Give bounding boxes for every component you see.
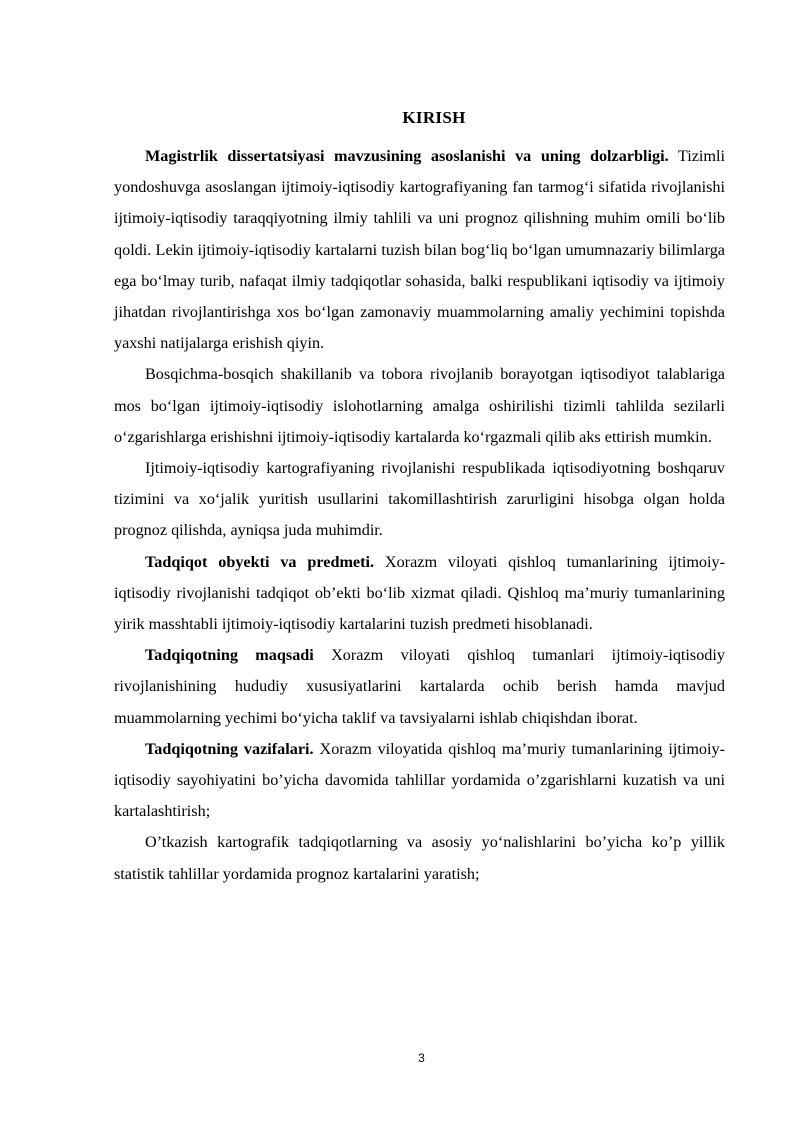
paragraph-lead: Tadqiqotning maqsadi [145, 646, 314, 665]
page-title: KIRISH [402, 108, 466, 127]
paragraph-text: Xorazm viloyati qishloq tumanlari ijtimoiy-iqtisodiy rivojlanishining hududiy xususiyatlarini kartalarda ochib berish hamda mavjud muammolarning yechimi bo‘yicha taklif va tavsiyalarni ishlab chiqishdan iborat. [114, 646, 725, 727]
paragraph-relevance [114, 141, 725, 359]
paragraph-goal [114, 640, 725, 734]
paragraph-text: O’tkazish kartografik tadqiqotlarning va asosiy yo‘nalishlarini bo’yicha ko’p yillik statistik tahlillar yordamida prognoz kartalarini yaratish; [114, 833, 725, 883]
paragraph-cartography [114, 453, 725, 547]
paragraph-text: Xorazm viloyatida qishloq ma’muriy tumanlarining ijtimoiy-iqtisodiy sayohiyatini bo’yicha davomida tahlillar yordamida o’zgarishlarni kuzatish va uni kartalashtirish; [114, 739, 725, 821]
paragraph-text: Ijtimoiy-iqtisodiy kartografiyaning rivojlanishi respublikada iqtisodiyotning boshqaruv tizimini va xo‘jalik yuritish usullarini takomillashtirish zarurligini hisobga olgan holda prognoz qilishda, ayniqsa juda muhimdir. [114, 459, 725, 540]
document-body [114, 141, 725, 890]
paragraph-text: Xorazm viloyati qishloq tumanlarining ijtimoiy-iqtisodiy rivojlanishi tadqiqot ob’ekti bo‘lib xizmat qiladi. Qishloq ma’muriy tumanlarining yirik masshtabli ijtimoiy-iqtisodiy kartalarini tuzish predmeti hisoblanadi. [114, 552, 725, 634]
paragraph-tasks [114, 734, 725, 828]
paragraph-lead: Tadqiqotning vazifalari. [145, 739, 314, 758]
paragraph-lead: Magistrlik dissertatsiyasi mavzusining asoslanishi va uning dolzarbligi. [145, 147, 669, 165]
paragraph-reforms [114, 359, 725, 453]
paragraph-lead: Tadqiqot obyekti va predmeti. [145, 552, 375, 571]
page-number: 3 [418, 1051, 425, 1065]
paragraph-text: Tizimli yondoshuvga asoslangan ijtimoiy-iqtisodiy kartografiyaning fan tarmog‘i sifatida rivojlanishi ijtimoiy-iqtisodiy taraqqiyotning ilmiy tahlili va uni prognoz qilishning muhim omili bo‘lib qoldi. Lekin ijtimoiy-iqtisodiy kartalarni tuzish bilan bog‘liq bo‘lgan umumnazariy bilimlarga ega bo‘lmay turib, nafaqat ilmiy tadqiqotlar sohasida, balki respublikani iqtisodiy va ijtimoiy jihatdan rivojlantirishga xos bo‘lgan zamonaviy muammolarning amaliy yechimini topishda yaxshi natijalarga erishish qiyin. [114, 147, 725, 353]
paragraph-text: Bosqichma-bosqich shakillanib va tobora rivojlanib borayotgan iqtisodiyot talablariga mos bo‘lgan ijtimoiy-iqtisodiy islohotlarning amalga oshirilishi tizimli tahlilda sezilarli o‘zgarishlarga erishishni ijtimoiy-iqtisodiy kartalarda ko‘rgazmali qilib aks ettirish mumkin. [114, 365, 725, 446]
paragraph-task-forecast [114, 827, 725, 889]
paragraph-object-subject [114, 547, 725, 641]
